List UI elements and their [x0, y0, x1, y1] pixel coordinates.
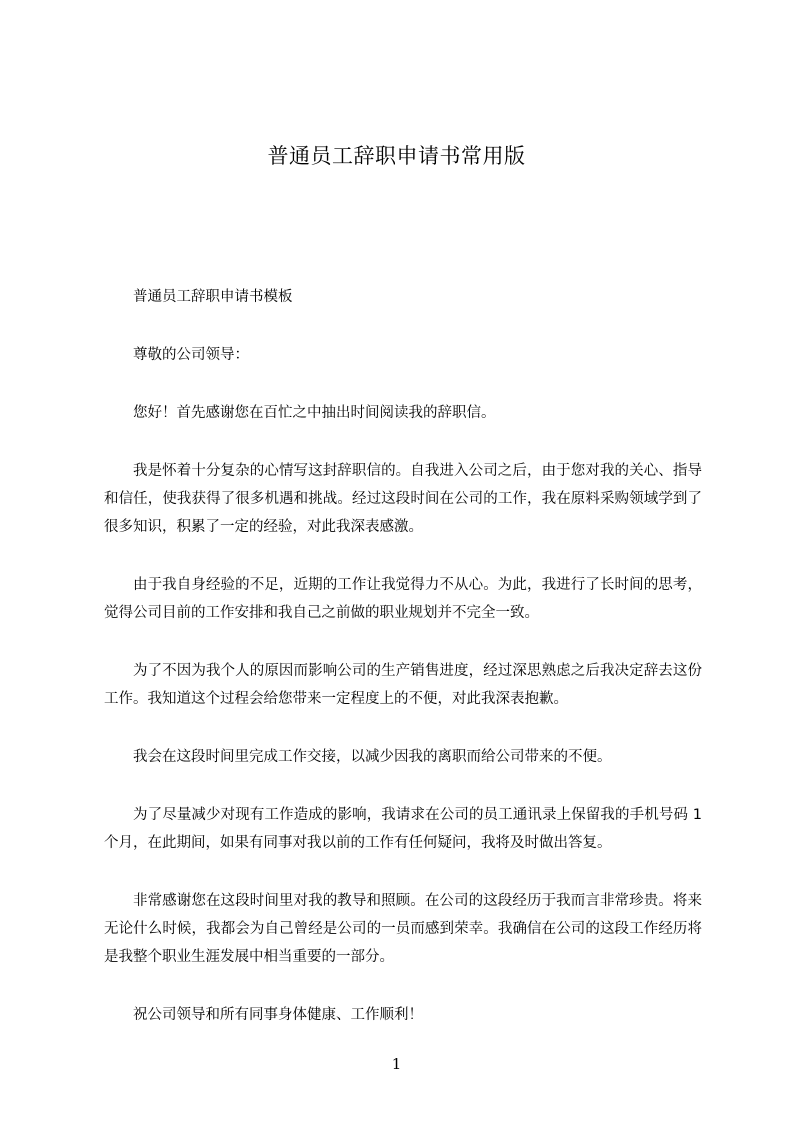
document-body: [104, 283, 702, 1059]
paragraph-body-5: 为了尽量减少对现有工作造成的影响，我请求在公司的员工通讯录上保留我的手机号码 1 个月，在此期间，如果有同事对我以前的工作有任何疑问，我将及时做出答复。: [104, 807, 702, 851]
paragraph-body-6: 非常感谢您在这段时间里对我的教导和照顾。在公司的这段经历于我而言非常珍贵。将来无论什么时候，我都会为自己曾经是公司的一员而感到荣幸。我确信在公司的这段工作经历将是我整个职业生涯发展中相当重要的一部分。: [104, 893, 702, 965]
paragraph-body-3: 为了不因为我个人的原因而影响公司的生产销售进度，经过深思熟虑之后我决定辞去这份工作。我知道这个过程会给您带来一定程度上的不便，对此我深表抱歉。: [104, 663, 702, 707]
paragraph-body-4: 我会在这段时间里完成工作交接，以减少因我的离职而给公司带来的不便。: [133, 749, 612, 765]
document-title: 普通员工辞职申请书常用版: [267, 144, 526, 168]
paragraph-body-1: 我是怀着十分复杂的心情写这封辞职信的。自我进入公司之后，由于您对我的关心、指导和信任，使我获得了很多机遇和挑战。经过这段时间在公司的工作，我在原料采购领域学到了很多知识，积累了一定的经验，对此我深表感激。: [104, 463, 702, 535]
paragraph-body-2: 由于我自身经验的不足，近期的工作让我觉得力不从心。为此，我进行了长时间的思考，觉得公司目前的工作安排和我自己之前做的职业规划并不完全一致。: [104, 577, 702, 621]
paragraph-closing: 祝公司领导和所有同事身体健康、工作顺利！: [133, 1007, 423, 1023]
page-number: 1: [391, 1055, 402, 1073]
paragraph-heading: 普通员工辞职申请书模板: [133, 289, 293, 305]
paragraph-salutation: 尊敬的公司领导：: [133, 347, 249, 363]
paragraph-greeting: 您好！首先感谢您在百忙之中抽出时间阅读我的辞职信。: [133, 405, 496, 421]
